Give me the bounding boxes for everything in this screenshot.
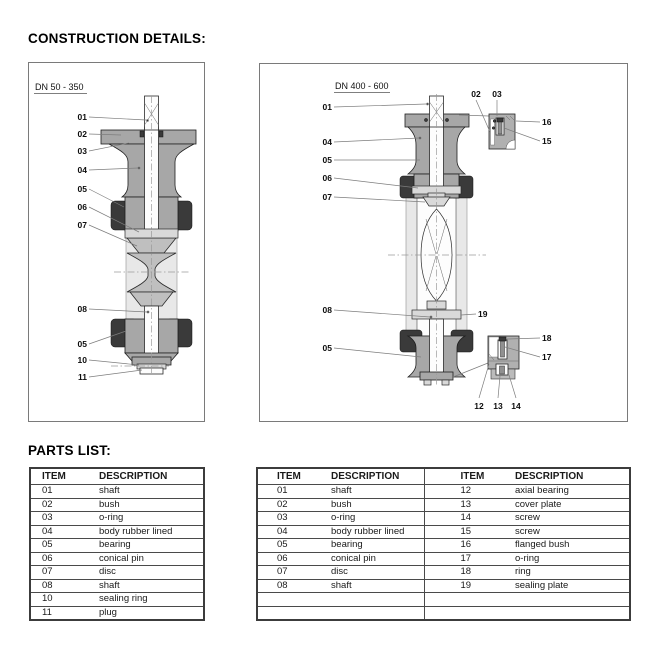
table-row [257, 552, 630, 566]
header-item-1: ITEM [277, 471, 301, 482]
item-cell: 04 [257, 525, 319, 539]
item-cell: 06 [257, 552, 319, 566]
header-item: ITEM [42, 471, 66, 482]
description-cell: ring [502, 566, 630, 580]
callout-02: 02 [77, 129, 87, 139]
header-item-2: ITEM [424, 468, 502, 485]
callout-19: 19 [478, 309, 488, 319]
table-row [30, 539, 204, 553]
valve-diagram-dn50-350 [29, 63, 202, 419]
callout-06: 06 [322, 173, 332, 183]
item-cell: 11 [30, 606, 87, 620]
description-cell: screw [502, 525, 630, 539]
description-cell [319, 593, 424, 607]
description-cell: conical pin [319, 552, 424, 566]
table-row [257, 485, 630, 499]
callout-06: 06 [77, 202, 87, 212]
parts-table-dn400-600 [256, 467, 631, 621]
callout-08: 08 [77, 304, 87, 314]
callout-04: 04 [77, 165, 87, 175]
table-row [30, 485, 204, 499]
item-cell: 04 [30, 525, 87, 539]
item-cell: 17 [424, 552, 502, 566]
item-cell: 08 [30, 579, 87, 593]
item-cell: 05 [257, 539, 319, 553]
callout-12: 12 [474, 401, 484, 411]
table-row [30, 593, 204, 607]
callout-13: 13 [493, 401, 503, 411]
diagram-panel-dn400-600 [259, 63, 628, 422]
inset-oring [493, 120, 496, 123]
range-label-dn50-350: DN 50 - 350 [35, 82, 84, 92]
item-cell: 06 [30, 552, 87, 566]
item-cell: 12 [424, 485, 502, 499]
callout-07: 07 [77, 220, 87, 230]
callout-01: 01 [77, 112, 87, 122]
description-cell: disc [319, 566, 424, 580]
header-description-2: DESCRIPTION [515, 471, 584, 482]
table-row [257, 579, 630, 593]
inset-bush [491, 119, 495, 145]
callout-04: 04 [322, 137, 332, 147]
description-cell: bush [87, 498, 204, 512]
oring-left [140, 131, 144, 137]
table-row [30, 525, 204, 539]
item-cell: 14 [424, 512, 502, 526]
description-cell: sealing ring [87, 593, 204, 607]
callout-08: 08 [322, 305, 332, 315]
construction-details-title: CONSTRUCTION DETAILS: [28, 31, 206, 46]
item-cell: 07 [30, 566, 87, 580]
table-row [30, 579, 204, 593]
ring-cap [499, 337, 506, 341]
description-cell: shaft [87, 579, 204, 593]
screw-body [501, 341, 505, 357]
callout-17: 17 [542, 352, 552, 362]
item-cell: 16 [424, 539, 502, 553]
callout-15: 15 [542, 136, 552, 146]
table-row [30, 512, 204, 526]
description-cell: sealing plate [502, 579, 630, 593]
table-header-row [30, 468, 204, 485]
callout-03: 03 [77, 146, 87, 156]
callout-05b: 05 [77, 339, 87, 349]
range-label-dn400-600: DN 400 - 600 [335, 81, 389, 91]
description-cell: screw [502, 512, 630, 526]
item-cell: 08 [257, 579, 319, 593]
item-cell: 02 [257, 498, 319, 512]
description-cell: flanged bush [502, 539, 630, 553]
table-row [257, 525, 630, 539]
header-description: DESCRIPTION [99, 471, 168, 482]
screw-head [497, 118, 503, 122]
description-cell [502, 606, 630, 620]
item-cell: 01 [257, 485, 319, 499]
callout-14: 14 [511, 401, 521, 411]
table-row [30, 566, 204, 580]
callout-05: 05 [77, 184, 87, 194]
item-cell: 03 [30, 512, 87, 526]
item-cell: 01 [30, 485, 87, 499]
description-cell: bearing [87, 539, 204, 553]
bolt-right [442, 380, 449, 385]
description-cell [502, 593, 630, 607]
valve-diagram-dn400-600 [260, 64, 625, 419]
description-cell: o-ring [319, 512, 424, 526]
item-cell: 13 [424, 498, 502, 512]
item-cell [424, 593, 502, 607]
description-cell: shaft [319, 579, 424, 593]
item-cell: 15 [424, 525, 502, 539]
callout-labels [78, 112, 88, 382]
item-cell: 10 [30, 593, 87, 607]
description-cell: shaft [319, 485, 424, 499]
inset-bush-dot [492, 127, 495, 130]
callout-03: 03 [492, 89, 502, 99]
item-cell [257, 593, 319, 607]
header-description-1: DESCRIPTION [331, 471, 400, 482]
description-cell: o-ring [502, 552, 630, 566]
callout-11: 11 [78, 372, 87, 382]
table-header-row [257, 468, 630, 485]
parts-list-title: PARTS LIST: [28, 443, 111, 458]
description-cell: shaft [87, 485, 204, 499]
diagram-panel-dn50-350 [28, 62, 205, 422]
callout-18: 18 [542, 333, 552, 343]
bolt-left [424, 380, 431, 385]
item-cell: 07 [257, 566, 319, 580]
base-screw [500, 366, 505, 374]
valve-cross-section [388, 94, 486, 386]
callout-16: 16 [542, 117, 552, 127]
table-row [257, 539, 630, 553]
flange-oring-left [424, 118, 427, 121]
table-row [257, 498, 630, 512]
callout-10: 10 [77, 355, 87, 365]
valve-cross-section [101, 96, 196, 375]
item-cell: 02 [30, 498, 87, 512]
item-cell: 19 [424, 579, 502, 593]
item-cell: 18 [424, 566, 502, 580]
description-cell: bearing [319, 539, 424, 553]
callout-02: 02 [471, 89, 481, 99]
callout-05: 05 [322, 155, 332, 165]
flange-oring-right [445, 118, 448, 121]
description-cell: disc [87, 566, 204, 580]
description-cell: cover plate [502, 498, 630, 512]
callout-01: 01 [322, 102, 332, 112]
description-cell: body rubber lined [87, 525, 204, 539]
table-row [257, 606, 630, 620]
description-cell: plug [87, 606, 204, 620]
table-row [30, 498, 204, 512]
item-cell [257, 606, 319, 620]
description-cell: conical pin [87, 552, 204, 566]
table-row [257, 566, 630, 580]
item-cell: 03 [257, 512, 319, 526]
table-row [257, 593, 630, 607]
description-cell: bush [319, 498, 424, 512]
callout-05b: 05 [322, 343, 332, 353]
table-row [30, 606, 204, 620]
oring-right [159, 131, 163, 137]
description-cell: axial bearing [502, 485, 630, 499]
item-cell [424, 606, 502, 620]
item-cell: 05 [30, 539, 87, 553]
screw-body [498, 121, 502, 134]
description-cell: o-ring [87, 512, 204, 526]
callout-07: 07 [322, 192, 332, 202]
description-cell [319, 606, 424, 620]
table-row [257, 512, 630, 526]
parts-table-dn50-350 [29, 467, 205, 621]
table-row [30, 552, 204, 566]
description-cell: body rubber lined [319, 525, 424, 539]
